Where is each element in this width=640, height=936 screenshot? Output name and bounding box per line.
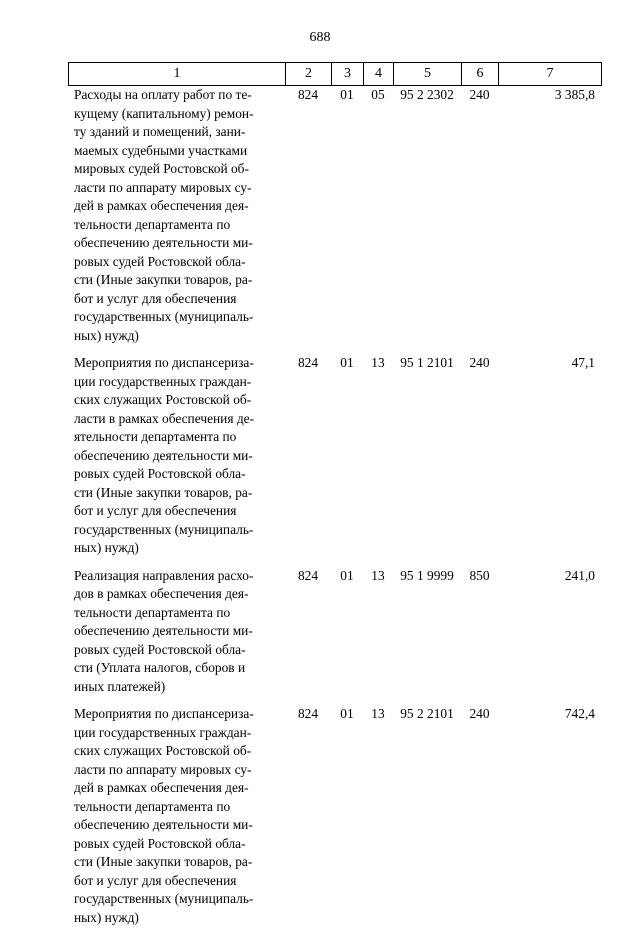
column-header-table — [68, 62, 602, 86]
row-section-code: 01 — [340, 706, 354, 721]
row-subsection-code: 13 — [371, 355, 385, 370]
row-department-code: 824 — [297, 355, 319, 370]
page-number: 688 — [309, 30, 331, 45]
table-row — [68, 86, 601, 345]
row-target-code: 95 1 9999 — [400, 567, 454, 583]
row-target-code: 95 2 2101 — [400, 706, 454, 721]
row-expense-type-code: 240 — [469, 355, 490, 370]
row-section-code: 01 — [340, 567, 354, 583]
row-description: Расходы на оплату работ по те- кущему (капитальному) ремон- ту зданий и помещений, зани- маемых судебными участками мировых судей Ростовской об- ласти по аппарату мировых су- дей в рамках обеспечения дея- тельности департамента по обеспечению деятельности ми- ровых судей Ростовской обла- сти (Иные закупки товаров, ра- бот и услуг для обеспечения государственных (муниципаль- ных) нужд) — [74, 87, 254, 343]
table-body — [68, 86, 601, 936]
row-section-code: 01 — [340, 87, 354, 102]
row-subsection-code: 13 — [371, 706, 385, 721]
column-header-2: 2 — [286, 63, 332, 86]
row-target-code: 95 2 2302 — [400, 87, 454, 102]
row-expense-type-code: 850 — [469, 567, 490, 583]
row-department-code: 824 — [297, 567, 319, 583]
row-section-code: 01 — [340, 355, 354, 370]
column-header-6: 6 — [462, 63, 499, 86]
row-description: Мероприятия по диспансериза- ции государственных граждан- ских служащих Ростовской об- ласти в рамках обеспечения де- ятельности департамента по обеспечению деятельности ми- ровых судей Ростовской обла- сти (Иные закупки товаров, ра- бот и услуг для обеспечения государственных (муниципаль- ных) нужд) — [74, 355, 255, 555]
row-amount: 3 385,8 — [554, 87, 595, 102]
column-header-4: 4 — [364, 63, 394, 86]
row-subsection-code: 05 — [371, 87, 385, 102]
table-row — [68, 705, 601, 927]
row-expense-type-code: 240 — [469, 87, 490, 102]
row-description: Реализация направления расхо- дов в рамках обеспечения дея- тельности департамента по обеспечению деятельности ми- ровых судей Ростовской обла- сти (Уплата налогов, сборов и иных платежей) — [74, 567, 254, 694]
row-department-code: 824 — [297, 706, 319, 721]
column-header-5: 5 — [394, 63, 462, 86]
table-row — [68, 354, 601, 558]
row-amount: 241,0 — [564, 567, 595, 583]
column-header-3: 3 — [332, 63, 364, 86]
column-header-7: 7 — [499, 63, 602, 86]
column-header-1: 1 — [69, 63, 286, 86]
row-amount: 742,4 — [564, 706, 595, 721]
row-expense-type-code: 240 — [469, 706, 490, 721]
table-row — [68, 567, 601, 697]
row-subsection-code: 13 — [371, 567, 385, 583]
column-header-row — [69, 63, 602, 86]
row-amount: 47,1 — [571, 355, 595, 370]
row-department-code: 824 — [297, 87, 319, 102]
row-description: Мероприятия по диспансериза- ции государственных граждан- ских служащих Ростовской об- ласти по аппарату мировых су- дей в рамках обеспечения дея- тельности департамента по обеспечению деятельности ми- ровых судей Ростовской обла- сти (Иные закупки товаров, ра- бот и услуг для обеспечения государственных (муниципаль- ных) нужд) — [74, 706, 254, 925]
row-target-code: 95 1 2101 — [400, 355, 454, 370]
